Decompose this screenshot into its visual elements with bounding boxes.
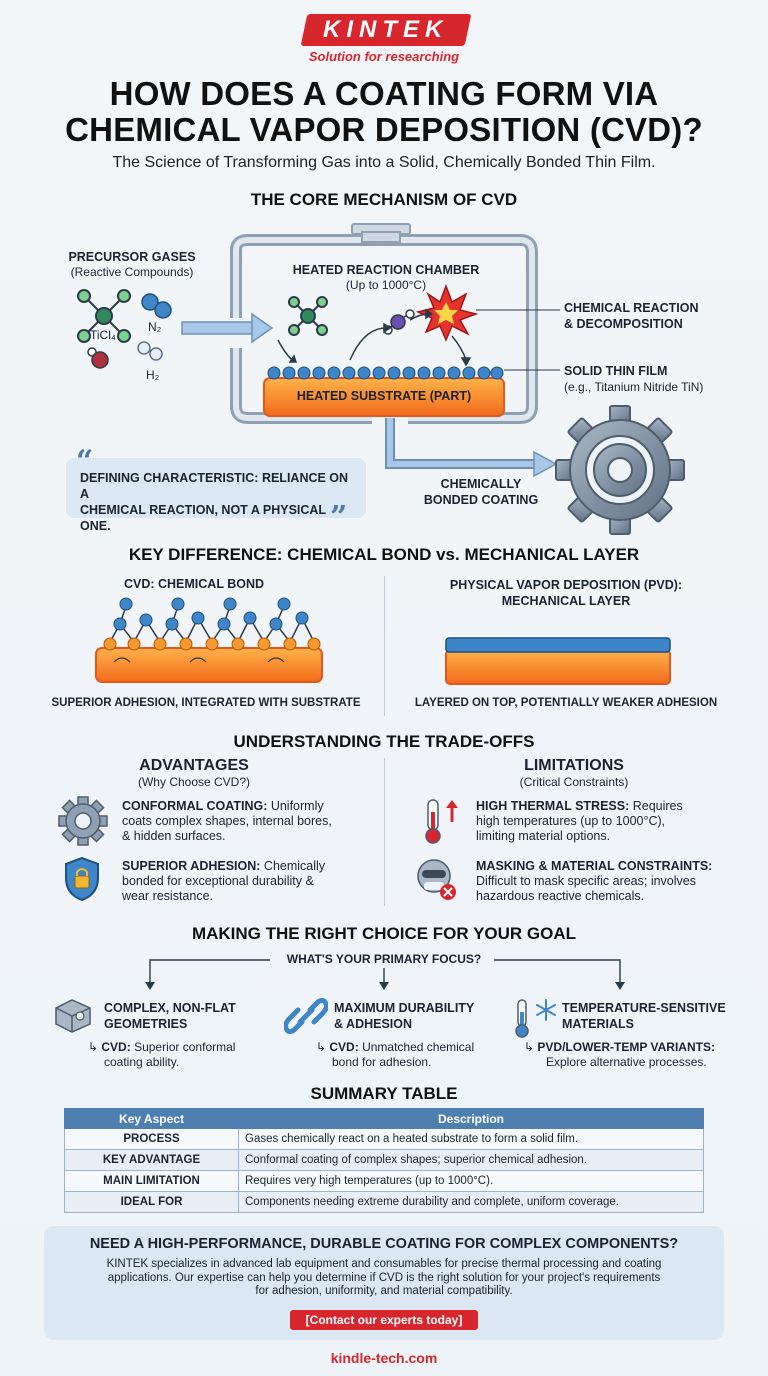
advantages-title: ADVANTAGES: [139, 757, 249, 774]
cta-body: KINTEK specializes in advanced lab equipment and consumables for precise thermal processing and coating applications. Our expertise can help you determine if CVD is the right solution for your project's requirements for adhesion, uniformity, and material compatibility.: [106, 1258, 662, 1297]
ticl4-molecule-inside: [289, 297, 327, 335]
option-durability-title: MAXIMUM DURABILITY & ADHESION: [334, 1001, 475, 1031]
table-row: [65, 1150, 704, 1171]
tradeoffs-divider: [384, 758, 385, 906]
advantage-conformal: CONFORMAL COATING: Uniformly coats complex shapes, internal bores, & hidden surfaces.: [122, 799, 332, 843]
close-quote-icon: ”: [330, 500, 348, 535]
limitations-subtitle: (Critical Constraints): [519, 775, 629, 789]
gear-icon: [556, 406, 684, 534]
table-cell-description: Conformal coating of complex shapes; superior chemical adhesion.: [239, 1150, 704, 1171]
kintek-logo: KINTEK: [301, 14, 472, 46]
mechanism-heading: THE CORE MECHANISM OF CVD: [250, 190, 518, 209]
outlet-arrow: [390, 418, 536, 464]
difference-divider: [384, 576, 385, 716]
cta-heading: NEED A HIGH-PERFORMANCE, DURABLE COATING FOR COMPLEX COMPONENTS?: [89, 1236, 679, 1252]
film-subtitle: (e.g., Titanium Nitride TiN): [564, 380, 704, 394]
table-row: [65, 1129, 704, 1150]
table-row: [65, 1192, 704, 1213]
gas-h2-label: H₂: [146, 368, 160, 382]
precursor-title: PRECURSOR GASES: [68, 250, 196, 264]
tradeoffs-heading: UNDERSTANDING THE TRADE-OFFS: [233, 732, 535, 751]
page-subtitle: The Science of Transforming Gas into a Solid, Chemically Bonded Thin Film.: [112, 154, 656, 171]
table-cell-description: Gases chemically react on a heated substrate to form a solid film.: [239, 1129, 704, 1150]
website-link[interactable]: kindle-tech.com: [330, 1350, 438, 1366]
temperature-snowflake-icon: [514, 994, 560, 1040]
page-title: HOW DOES A COATING FORM VIA CHEMICAL VAPOR DEPOSITION (CVD)?: [65, 75, 703, 148]
film-title: SOLID THIN FILM: [564, 364, 668, 378]
table-cell-aspect: IDEAL FOR: [65, 1192, 239, 1213]
defining-characteristic-callout: DEFINING CHARACTERISTIC: RELIANCE ON A CHEMICAL REACTION, NOT A PHYSICAL ONE.: [66, 458, 366, 518]
table-cell-description: Components needing extreme durability and complete, uniform coverage.: [239, 1192, 704, 1213]
pvd-layer-caption: LAYERED ON TOP, POTENTIALLY WEAKER ADHESION: [414, 697, 718, 709]
table-header-description: Description: [239, 1109, 704, 1129]
choice-question: WHAT'S YOUR PRIMARY FOCUS?: [286, 952, 482, 966]
reaction-label: CHEMICAL REACTION & DECOMPOSITION: [564, 301, 699, 331]
brand-tagline: Solution for researching: [308, 49, 460, 64]
substrate-label: HEATED SUBSTRATE (PART): [296, 389, 472, 403]
gas-ticl4-label: TiCl₄: [90, 328, 116, 342]
cvd-bond-caption: SUPERIOR ADHESION, INTEGRATED WITH SUBSTRATE: [51, 697, 361, 709]
pvd-layer-diagram: [444, 636, 684, 688]
difference-heading: KEY DIFFERENCE: CHEMICAL BOND vs. MECHANICAL LAYER: [128, 545, 640, 564]
option-temperature-answer: ↳ PVD/LOWER-TEMP VARIANTS: Explore alternative processes.: [524, 1040, 715, 1069]
table-cell-aspect: PROCESS: [65, 1129, 239, 1150]
reacting-molecule: [384, 310, 414, 334]
option-temperature-title: TEMPERATURE-SENSITIVE MATERIALS: [562, 1001, 726, 1031]
table-row: [65, 1171, 704, 1192]
table-cell-description: Requires very high temperatures (up to 1000°C).: [239, 1171, 704, 1192]
open-quote-icon: “: [76, 444, 94, 479]
table-header-row: [65, 1109, 704, 1129]
inlet-arrow: [182, 322, 254, 334]
summary-table: [64, 1108, 704, 1213]
n2-molecule: [142, 294, 171, 318]
table-cell-aspect: KEY ADVANTAGE: [65, 1150, 239, 1171]
chamber-title: HEATED REACTION CHAMBER: [292, 263, 480, 277]
h2-molecule: [138, 342, 162, 360]
limitation-thermal: HIGH THERMAL STRESS: Requires high temperatures (up to 1000°C), limiting material options.: [476, 799, 683, 843]
gear-small-icon: [58, 796, 108, 846]
cvd-bond-title: CVD: CHEMICAL BOND: [123, 577, 265, 591]
complex-part-icon: [52, 994, 96, 1038]
chamber-subtitle: (Up to 1000°C): [345, 278, 427, 292]
option-complex-title: COMPLEX, NON-FLAT GEOMETRIES: [104, 1001, 236, 1031]
cvd-bond-diagram: [90, 596, 330, 692]
chain-link-icon: [284, 994, 328, 1038]
choice-heading: MAKING THE RIGHT CHOICE FOR YOUR GOAL: [191, 924, 577, 943]
hazard-mask-icon: [414, 856, 460, 902]
bonded-label: CHEMICALLY BONDED COATING: [423, 477, 539, 507]
table-cell-aspect: MAIN LIMITATION: [65, 1171, 239, 1192]
contact-experts-button[interactable]: [Contact our experts today]: [290, 1310, 478, 1330]
limitations-title: LIMITATIONS: [524, 757, 624, 774]
precursor-subtitle: (Reactive Compounds): [70, 265, 194, 279]
thermometer-icon: [418, 796, 462, 846]
pvd-layer-title: PHYSICAL VAPOR DEPOSITION (PVD): MECHANICAL LAYER: [449, 578, 683, 608]
option-complex-answer: ↳ CVD: Superior conformal coating ability.: [88, 1040, 236, 1069]
advantages-subtitle: (Why Choose CVD?): [137, 775, 251, 789]
gas-n2-label: N₂: [148, 320, 162, 334]
shield-lock-icon: [62, 856, 102, 902]
summary-heading: SUMMARY TABLE: [310, 1084, 458, 1103]
advantage-adhesion: SUPERIOR ADHESION: Chemically bonded for exceptional durability & wear resistance.: [122, 859, 326, 903]
option-durability-answer: ↳ CVD: Unmatched chemical bond for adhesion.: [316, 1040, 475, 1069]
limitation-masking: MASKING & MATERIAL CONSTRAINTS: Difficult to mask specific areas; involves hazardous reactive chemicals.: [476, 859, 713, 903]
table-header-aspect: Key Aspect: [65, 1109, 239, 1129]
o-molecule: [88, 348, 108, 368]
